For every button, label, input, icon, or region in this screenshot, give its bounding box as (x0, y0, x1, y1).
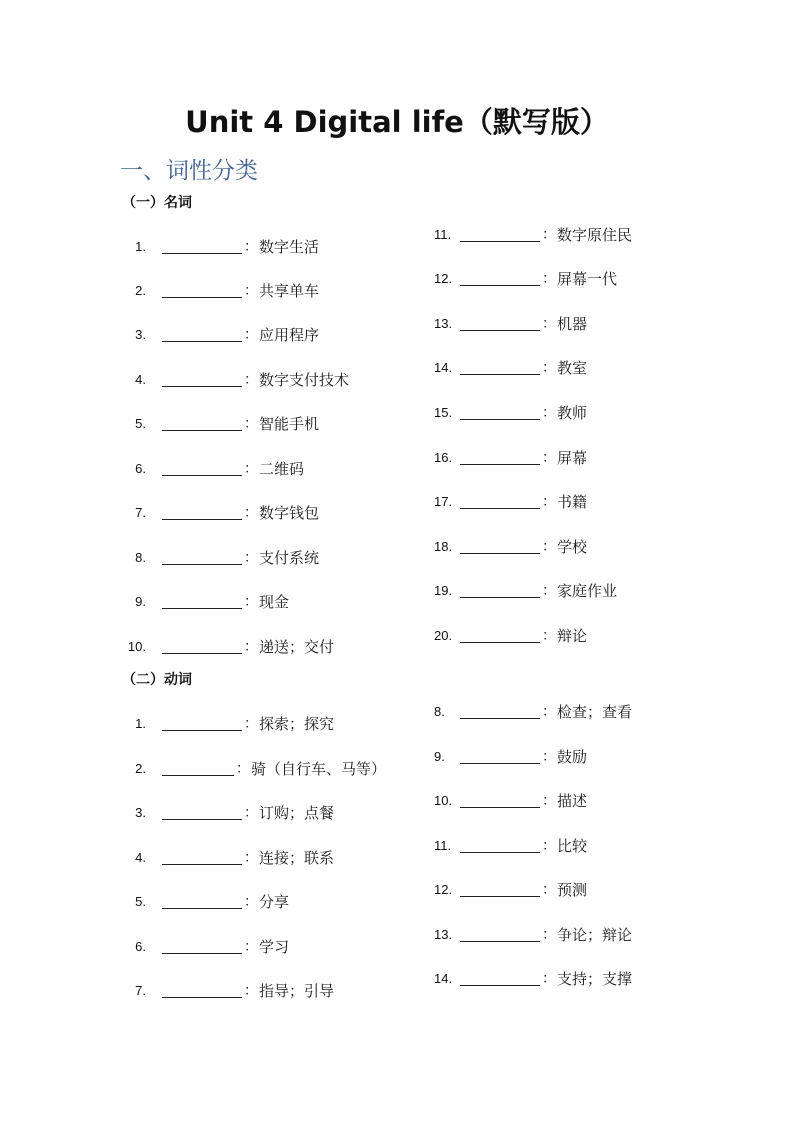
noun-item: 17. ： 书籍 (434, 492, 588, 511)
item-meaning: 争论；辩论 (557, 925, 633, 944)
item-meaning: 预测 (557, 880, 588, 899)
item-number: 12. (434, 881, 453, 897)
answer-blank[interactable] (460, 316, 540, 331)
noun-item: 1. ： 数字生活 (120, 235, 319, 257)
item-number: 8. (434, 703, 445, 719)
noun-item: 13. ： 机器 (434, 314, 588, 333)
item-number: 5. (135, 893, 146, 909)
verb-item: 13. ： 争论；辩论 (434, 925, 633, 944)
item-number: 4. (135, 371, 146, 387)
item-meaning: 教师 (557, 403, 588, 422)
answer-blank[interactable] (162, 639, 242, 654)
item-number: 17. (434, 493, 453, 509)
item-meaning: 检查；查看 (557, 702, 633, 721)
noun-item: 3. ： 应用程序 (120, 323, 319, 345)
verb-item: 6. ： 学习 (120, 935, 289, 957)
item-meaning: 二维码 (259, 459, 305, 478)
noun-item: 5. ： 智能手机 (120, 412, 319, 434)
item-number: 10. (127, 638, 146, 654)
answer-blank[interactable] (162, 416, 242, 431)
item-number: 18. (434, 538, 453, 554)
item-meaning: 数字钱包 (259, 503, 320, 522)
noun-item: 6. ： 二维码 (120, 457, 304, 479)
item-meaning: 数字原住民 (557, 225, 633, 244)
answer-blank[interactable] (460, 450, 540, 465)
verb-item: 11. ： 比较 (434, 836, 588, 855)
answer-blank[interactable] (460, 405, 540, 420)
item-meaning: 教室 (557, 358, 588, 377)
verb-item: 14. ： 支持；支撑 (434, 969, 633, 988)
item-meaning: 分享 (259, 892, 290, 911)
noun-item: 11. ： 数字原住民 (434, 225, 633, 244)
item-number: 16. (434, 449, 453, 465)
noun-item: 2. ： 共享单车 (120, 279, 319, 301)
verb-item: 1. ： 探索；探究 (120, 712, 334, 734)
answer-blank[interactable] (162, 461, 242, 476)
section-heading: 一、词性分类 (120, 158, 258, 184)
item-meaning: 比较 (557, 836, 588, 855)
item-number: 14. (434, 359, 453, 375)
item-number: 2. (135, 282, 146, 298)
noun-item: 16. ： 屏幕 (434, 448, 588, 467)
answer-blank[interactable] (162, 805, 242, 820)
answer-blank[interactable] (162, 850, 242, 865)
answer-blank[interactable] (460, 539, 540, 554)
item-meaning: 屏幕 (557, 448, 588, 467)
item-number: 10. (434, 792, 453, 808)
item-number: 2. (135, 760, 146, 776)
nouns-heading: （一）名词 (122, 195, 192, 211)
item-meaning: 描述 (557, 791, 588, 810)
item-meaning: 数字支付技术 (259, 370, 350, 389)
noun-item: 20. ： 辩论 (434, 626, 588, 645)
verb-item: 2. ： 骑（自行车、马等） (120, 757, 386, 779)
answer-blank[interactable] (162, 283, 242, 298)
answer-blank[interactable] (460, 227, 540, 242)
item-number: 7. (135, 504, 146, 520)
item-meaning: 指导；引导 (259, 981, 335, 1000)
answer-blank[interactable] (162, 939, 242, 954)
answer-blank[interactable] (460, 360, 540, 375)
item-number: 19. (434, 582, 453, 598)
verbs-heading: （二）动词 (122, 672, 192, 688)
answer-blank[interactable] (460, 793, 540, 808)
item-number: 9. (434, 748, 445, 764)
noun-item: 15. ： 教师 (434, 403, 588, 422)
item-number: 1. (135, 715, 146, 731)
noun-item: 12. ： 屏幕一代 (434, 269, 618, 288)
answer-blank[interactable] (162, 550, 242, 565)
verb-item: 9. ： 鼓励 (434, 747, 588, 766)
item-meaning: 智能手机 (259, 414, 320, 433)
answer-blank[interactable] (460, 838, 540, 853)
answer-blank[interactable] (460, 749, 540, 764)
item-number: 13. (434, 926, 453, 942)
item-number: 9. (135, 593, 146, 609)
verb-item: 12. ： 预测 (434, 880, 588, 899)
item-number: 7. (135, 982, 146, 998)
answer-blank[interactable] (460, 583, 540, 598)
answer-blank[interactable] (460, 971, 540, 986)
item-meaning: 鼓励 (557, 747, 588, 766)
item-number: 15. (434, 404, 453, 420)
item-meaning: 连接；联系 (259, 848, 335, 867)
item-number: 6. (135, 460, 146, 476)
answer-blank[interactable] (162, 505, 242, 520)
item-number: 5. (135, 415, 146, 431)
item-meaning: 支持；支撑 (557, 969, 633, 988)
item-number: 3. (135, 326, 146, 342)
item-number: 4. (135, 849, 146, 865)
answer-blank[interactable] (162, 372, 242, 387)
verb-item: 8. ： 检查；查看 (434, 702, 633, 721)
item-meaning: 现金 (259, 592, 290, 611)
noun-item: 19. ： 家庭作业 (434, 581, 618, 600)
answer-blank[interactable] (162, 983, 242, 998)
item-number: 20. (434, 627, 453, 643)
noun-item: 18. ： 学校 (434, 537, 588, 556)
answer-blank[interactable] (460, 494, 540, 509)
verb-item: 3. ： 订购；点餐 (120, 801, 334, 823)
answer-blank[interactable] (460, 927, 540, 942)
noun-item: 4. ： 数字支付技术 (120, 368, 349, 390)
item-meaning: 订购；点餐 (259, 803, 335, 822)
item-meaning: 书籍 (557, 492, 588, 511)
item-number: 13. (434, 315, 453, 331)
noun-item: 10. ： 递送；交付 (120, 635, 334, 657)
answer-blank[interactable] (162, 239, 242, 254)
verb-item: 10. ： 描述 (434, 791, 588, 810)
answer-blank[interactable] (460, 704, 540, 719)
item-meaning: 学习 (259, 937, 290, 956)
item-meaning: 支付系统 (259, 548, 320, 567)
item-meaning: 递送；交付 (259, 637, 335, 656)
answer-blank[interactable] (162, 716, 242, 731)
item-number: 6. (135, 938, 146, 954)
answer-blank[interactable] (162, 327, 242, 342)
verb-item: 5. ： 分享 (120, 890, 289, 912)
verb-item: 7. ： 指导；引导 (120, 979, 334, 1001)
item-meaning: 学校 (557, 537, 588, 556)
answer-blank[interactable] (162, 594, 242, 609)
item-meaning: 辩论 (557, 626, 588, 645)
noun-item: 9. ： 现金 (120, 590, 289, 612)
noun-item: 8. ： 支付系统 (120, 546, 319, 568)
item-number: 8. (135, 549, 146, 565)
item-meaning: 屏幕一代 (557, 269, 618, 288)
item-number: 1. (135, 238, 146, 254)
item-number: 11. (434, 226, 452, 242)
item-number: 3. (135, 804, 146, 820)
item-meaning: 应用程序 (259, 325, 320, 344)
item-meaning: 探索；探究 (259, 714, 335, 733)
page-title: Unit 4 Digital life（默写版） (185, 105, 609, 139)
verb-item: 4. ： 连接；联系 (120, 846, 334, 868)
noun-item: 14. ： 教室 (434, 358, 588, 377)
noun-item: 7. ： 数字钱包 (120, 501, 319, 523)
answer-blank[interactable] (460, 271, 540, 286)
item-meaning: 家庭作业 (557, 581, 618, 600)
item-meaning: 数字生活 (259, 237, 320, 256)
answer-blank[interactable] (162, 761, 234, 776)
item-number: 12. (434, 270, 453, 286)
item-meaning: 机器 (557, 314, 588, 333)
item-meaning: 共享单车 (259, 281, 320, 300)
item-meaning: 骑（自行车、马等） (251, 759, 387, 778)
item-number: 14. (434, 970, 453, 986)
item-number: 11. (434, 837, 452, 853)
answer-blank[interactable] (162, 894, 242, 909)
answer-blank[interactable] (460, 882, 540, 897)
answer-blank[interactable] (460, 628, 540, 643)
